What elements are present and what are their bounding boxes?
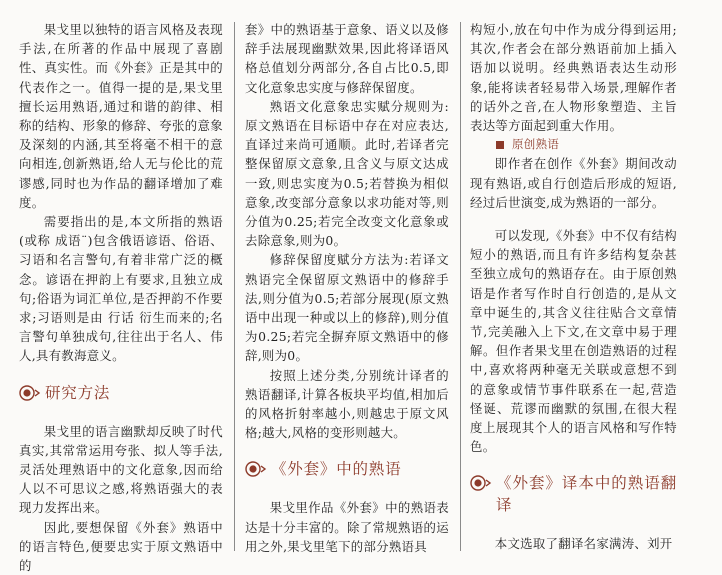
section-heading-text: 《外套》译本中的熟语翻译	[496, 474, 677, 515]
paragraph: 果戈里作品《外套》中的熟语表达是十分丰富的。除了常规熟语的运用之外,果戈里笔下的部分熟语具	[245, 500, 449, 554]
column-1	[19, 20, 223, 574]
paragraph: 即作者在创作《外套》期间改动现有熟语,或自行创造后形成的短语,经过后世演变,成为熟语的一部分。	[470, 156, 677, 210]
subsection-heading-text: 原创熟语	[512, 137, 560, 152]
section-heading-methods	[19, 382, 223, 404]
circle-arrow-bullet-icon	[19, 384, 41, 402]
paragraph: 果戈里以独特的语言风格及表现手法,在所著的作品中展现了喜剧性、真实性。而《外套》正是其中的代表作之一。值得一提的是,果戈里擅长运用熟语,通过和谐的韵律、相称的结构、形象的修辞、夸张的意象及深刻的内涵,其至将毫不相干的意向相连,创新熟语,给人无与伦比的荒谬感,同时也为作品的翻译增加了难度。	[19, 22, 223, 210]
column-3	[470, 20, 677, 551]
column-divider	[460, 22, 461, 551]
square-bullet-icon	[496, 141, 504, 149]
paragraph: 熟语文化意象忠实赋分规则为:原文熟语在目标语中存在对应表达,直译过来尚可通顺。此时,若译者完整保留原文意象,且含义与原文达成一致,则忠实度为0.5;若替换为相似意象,改变部分意象以求功能对等,则分值为0.25;若完全改变文化意象或去除意象,则为0。	[245, 98, 449, 249]
section-heading-text: 《外套》中的熟语	[271, 460, 402, 479]
paragraph: 构短小,放在句中作为成分得到运用;其次,作者会在部分熟语前加上插入语加以说明。经典熟语表达生动形象,能将读者轻易带入场景,理解作者的话外之音,在人物形象塑造、主旨表达等方面起到重大作用。	[470, 22, 677, 134]
circle-arrow-bullet-icon	[245, 460, 267, 478]
paragraph: 按照上述分类,分别统计译者的熟语翻译,计算各板块平均值,相加后的风格折射率越小,则越忠于原文风格;越大,风格的变形则越大。	[245, 367, 449, 441]
paragraph: 果戈里的语言幽默却反映了时代真实,其常常运用夸张、拟人等手法,灵活处理熟语中的文化意象,因而给人以不可思议之感,将熟语强大的表现力发挥出来。	[19, 423, 223, 516]
column-2	[245, 20, 449, 554]
paragraph: 修辞保留度赋分方法为:若译文熟语完全保留原文熟语中的修辞手法,则分值为0.5;若部分展现(原文熟语中出现一种或以上的修辞),则分值为0.25;若完全摒弃原文熟语中的修辞,则为0。	[245, 252, 449, 364]
subsection-heading-original	[470, 135, 677, 154]
paragraph: 可以发现,《外套》中不仅有结构短小的熟语,而且有许多结构复杂甚至独立成句的熟语存在。由于原创熟语是作者写作时自行创造的,是从文章中诞生的,其含义往往贴合文章情节,完美融入上下文,在文章中易于理解。但作者果戈里在创造熟语的过程中,喜欢将两种毫无关联或意想不到的意象或情节事件联系在一起,营造怪诞、荒谬而幽默的氛围,在很大程度上展现其个人的语言风格和写作特色。	[470, 228, 677, 455]
paragraph: 需要指出的是,本文所指的熟语(或称 成语¨)包含俄语谚语、俗语、习语和名言警句,有着非常广泛的概念。谚语在押韵上有要求,且独立成句;俗语为词汇单位,是否押韵不作要求;习语则是由 行话 衍生而来的;名言警句单独成句,往往出于名人、伟人,具有教海意义。	[19, 214, 223, 364]
section-heading-translation	[470, 472, 677, 516]
paragraph: 套》中的熟语基于意象、语义以及修辞手法展现幽默效果,因此将译语风格总值划分两部分,各自占比0.5,即文化意象忠实度与修辞保留度。	[245, 22, 449, 95]
section-heading-text: 研究方法	[45, 383, 111, 402]
paragraph: 因此,要想保留《外套》熟语中的语言特色,便要忠实于原文熟语中的	[19, 519, 223, 574]
circle-arrow-bullet-icon	[470, 474, 492, 492]
paragraph: 本文选取了翻译名家满涛、刘开	[494, 536, 673, 552]
column-divider	[234, 22, 235, 551]
section-heading-idioms	[245, 458, 449, 480]
